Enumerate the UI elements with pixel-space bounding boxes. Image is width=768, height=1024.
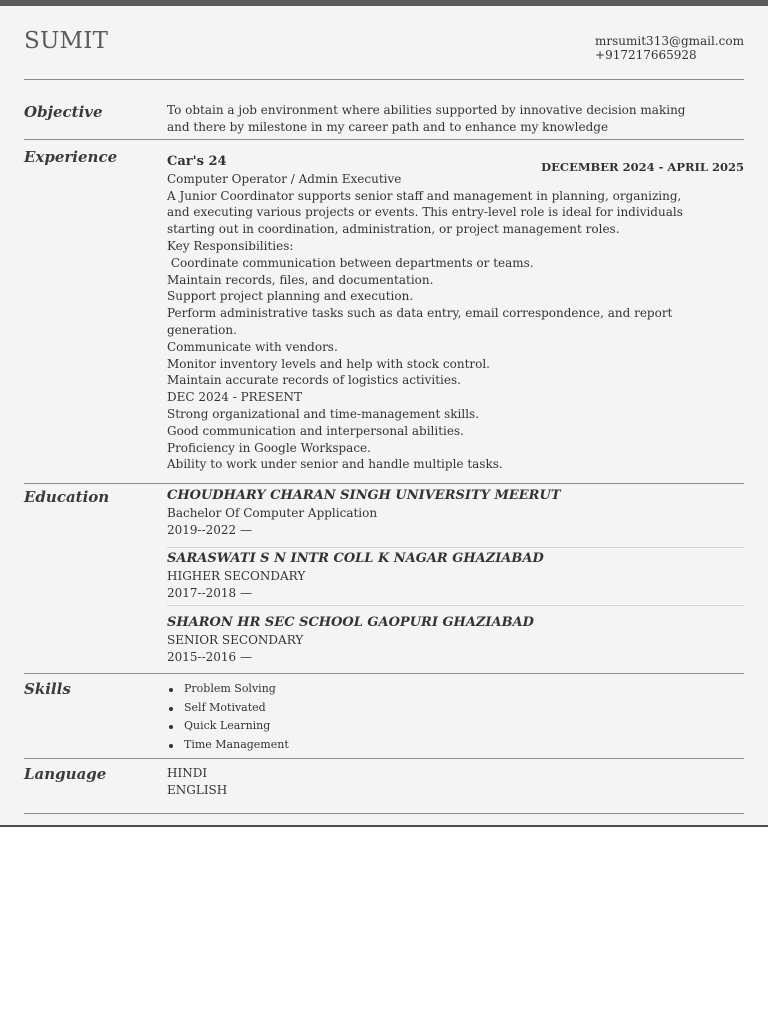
- email-link[interactable]: mrsumit313@gmail.com: [595, 34, 744, 48]
- job-description-line: generation.: [167, 322, 237, 337]
- section-title-education: Education: [24, 488, 110, 506]
- job-description-line: Good communication and interpersonal abilities.: [167, 423, 464, 438]
- job-description-line: Proficiency in Google Workspace.: [167, 440, 371, 455]
- job-role: Computer Operator / Admin Executive: [167, 171, 402, 186]
- job-company: Car's 24: [167, 154, 227, 169]
- job-description-line: A Junior Coordinator supports senior staff and management in planning, organizing,: [167, 188, 682, 203]
- language-item: ENGLISH: [167, 782, 228, 797]
- experience-section: [24, 140, 744, 484]
- job-description-line: starting out in coordination, administration, or project management roles.: [167, 222, 620, 237]
- education-degree: SENIOR SECONDARY: [167, 632, 304, 647]
- skills-body: [167, 680, 744, 754]
- language-list: [167, 765, 744, 799]
- job-description-line: Coordinate communication between departments or teams.: [167, 255, 534, 270]
- education-school: SARASWATI S N INTR COLL K NAGAR GHAZIABAD: [167, 551, 544, 566]
- skill-item: Quick Learning: [167, 717, 744, 736]
- job-description-line: Maintain records, files, and documentation.: [167, 272, 434, 287]
- education-item: [167, 488, 744, 547]
- education-degree: Bachelor Of Computer Application: [167, 505, 378, 520]
- contact-info: [595, 34, 744, 62]
- job-description-line: and executing various projects or events. This entry-level role is ideal for individuals: [167, 205, 683, 220]
- job-description-line: Ability to work under senior and handle multiple tasks.: [167, 457, 503, 472]
- phone-number: +917217665928: [595, 48, 697, 62]
- objective-section: [24, 86, 744, 140]
- education-years: 2019--2022 —: [167, 522, 253, 537]
- job-description-line: Support project planning and execution.: [167, 289, 414, 304]
- experience-entry: [167, 154, 744, 473]
- job-description-line: Maintain accurate records of logistics activities.: [167, 373, 461, 388]
- skill-item: Time Management: [167, 736, 744, 755]
- section-title-objective: Objective: [24, 103, 103, 121]
- job-description-line: Key Responsibilities:: [167, 238, 294, 253]
- education-item: [167, 606, 744, 665]
- section-title-language: Language: [24, 765, 107, 783]
- skill-item: Self Motivated: [167, 699, 744, 718]
- education-list: [167, 488, 744, 665]
- job-description-line: Perform administrative tasks such as data entry, email correspondence, and report: [167, 306, 673, 321]
- education-section: [24, 484, 744, 674]
- education-school: SHARON HR SEC SCHOOL GAOPURI GHAZIABAD: [167, 615, 534, 630]
- education-degree: HIGHER SECONDARY: [167, 568, 306, 583]
- skill-item: Problem Solving: [167, 680, 744, 699]
- section-title-experience: Experience: [24, 148, 118, 166]
- skills-list: [167, 680, 744, 754]
- education-school: CHOUDHARY CHARAN SINGH UNIVERSITY MEERUT: [167, 488, 561, 503]
- skills-section: [24, 674, 744, 759]
- job-description-line: Monitor inventory levels and help with stock control.: [167, 356, 490, 371]
- objective-line: To obtain a job environment where abilities supported by innovative decision making: [167, 103, 686, 117]
- job-dates: DECEMBER 2024 - APRIL 2025: [541, 160, 744, 174]
- objective-line: and there by milestone in my career path and to enhance my knowledge: [167, 119, 609, 134]
- job-description-line: Strong organizational and time-management skills.: [167, 406, 480, 421]
- job-description: [167, 188, 744, 474]
- education-years: 2017--2018 —: [167, 585, 253, 600]
- education-item: [167, 548, 744, 605]
- education-years: 2015--2016 —: [167, 649, 253, 664]
- resume-header: [24, 6, 744, 80]
- language-section: [24, 759, 744, 814]
- job-description-line: Communicate with vendors.: [167, 339, 338, 354]
- job-description-line: DEC 2024 - PRESENT: [167, 390, 302, 405]
- language-item: HINDI: [167, 766, 208, 780]
- objective-text: [167, 102, 744, 136]
- candidate-name: SUMIT: [24, 28, 109, 54]
- section-title-skills: Skills: [24, 680, 71, 698]
